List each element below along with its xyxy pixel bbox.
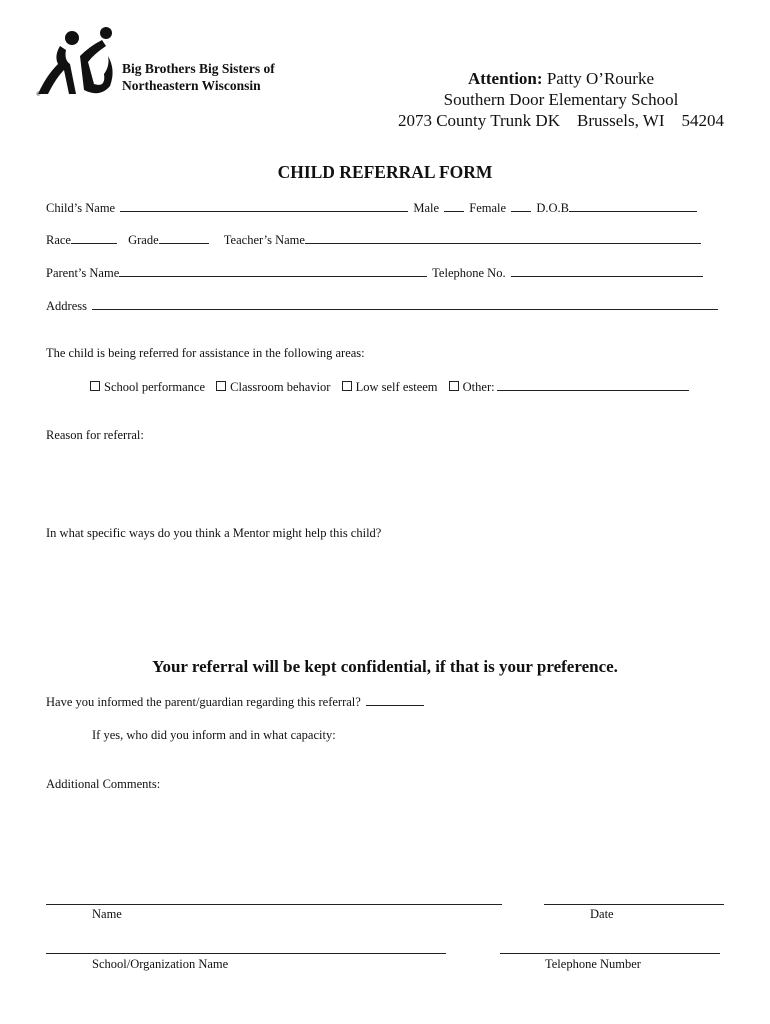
race-field[interactable] — [71, 232, 117, 244]
checkbox-icon[interactable] — [342, 381, 352, 391]
informed-question: Have you informed the parent/guardian regarding this referral? — [46, 695, 361, 709]
date-label: Date — [590, 907, 614, 921]
area-classroom-behavior[interactable]: Classroom behavior — [216, 380, 330, 394]
grade-label: Grade — [128, 233, 159, 247]
parent-info-row — [46, 265, 705, 281]
dob-field[interactable] — [569, 200, 697, 212]
area-school-performance[interactable]: School performance — [90, 380, 205, 394]
org-line-1: Big Brothers Big Sisters of — [122, 61, 275, 76]
confidential-note: Your referral will be kept confidential, if that is your preference. — [152, 657, 618, 676]
teachers-name-label: Teacher’s Name — [223, 233, 305, 247]
school-info-row — [46, 232, 703, 248]
informed-row — [46, 694, 426, 710]
parents-name-label: Parent’s Name — [46, 266, 120, 280]
teachers-name-field[interactable] — [305, 232, 701, 244]
address-row — [46, 298, 720, 314]
organization-name — [122, 60, 275, 94]
svg-text:®: ® — [36, 92, 41, 98]
grade-field[interactable] — [159, 232, 209, 244]
dob-label: D.O.B — [536, 201, 569, 215]
date-signature-line[interactable] — [544, 904, 724, 905]
address-label: Address — [46, 299, 87, 313]
male-label: Male — [413, 201, 440, 215]
reason-label: Reason for referral: — [46, 428, 144, 442]
female-field[interactable] — [511, 200, 531, 212]
address-field[interactable] — [92, 298, 718, 310]
telephone-field[interactable] — [511, 265, 703, 277]
telephone-number-label: Telephone Number — [545, 957, 641, 971]
child-info-row — [46, 200, 699, 216]
attention-block — [398, 68, 724, 131]
area-low-self-esteem[interactable]: Low self esteem — [342, 380, 438, 394]
school-name: Southern Door Elementary School — [443, 90, 679, 109]
telephone-label: Telephone No. — [432, 266, 506, 280]
childs-name-field[interactable] — [120, 200, 408, 212]
informed-field[interactable] — [366, 694, 424, 706]
if-yes-question: If yes, who did you inform and in what capacity: — [92, 728, 336, 742]
form-title: CHILD REFERRAL FORM — [277, 162, 493, 182]
comments-label: Additional Comments: — [46, 777, 161, 791]
race-label: Race — [46, 233, 71, 247]
school-address: 2073 County Trunk DK Brussels, WI 54204 — [397, 111, 724, 130]
referral-areas — [90, 379, 691, 395]
childs-name-label: Child’s Name — [46, 201, 116, 215]
parents-name-field[interactable] — [119, 265, 427, 277]
name-label: Name — [92, 907, 122, 921]
female-label: Female — [469, 201, 507, 215]
checkbox-icon[interactable] — [216, 381, 226, 391]
attention-name: Patty O’Rourke — [546, 69, 654, 88]
male-field[interactable] — [444, 200, 464, 212]
telephone-number-line[interactable] — [500, 953, 720, 954]
attention-label: Attention: — [467, 69, 543, 88]
bbbs-logo — [36, 26, 120, 98]
checkbox-icon[interactable] — [90, 381, 100, 391]
school-org-label: School/Organization Name — [92, 957, 229, 971]
areas-prompt: The child is being referred for assistance in the following areas: — [46, 346, 365, 360]
mentor-question: In what specific ways do you think a Mentor might help this child? — [46, 526, 382, 540]
area-other[interactable]: Other: — [449, 380, 691, 394]
checkbox-icon[interactable] — [449, 381, 459, 391]
org-line-2: Northeastern Wisconsin — [122, 78, 261, 93]
other-field[interactable] — [497, 379, 689, 391]
school-org-signature-line[interactable] — [46, 953, 446, 954]
name-signature-line[interactable] — [46, 904, 502, 905]
